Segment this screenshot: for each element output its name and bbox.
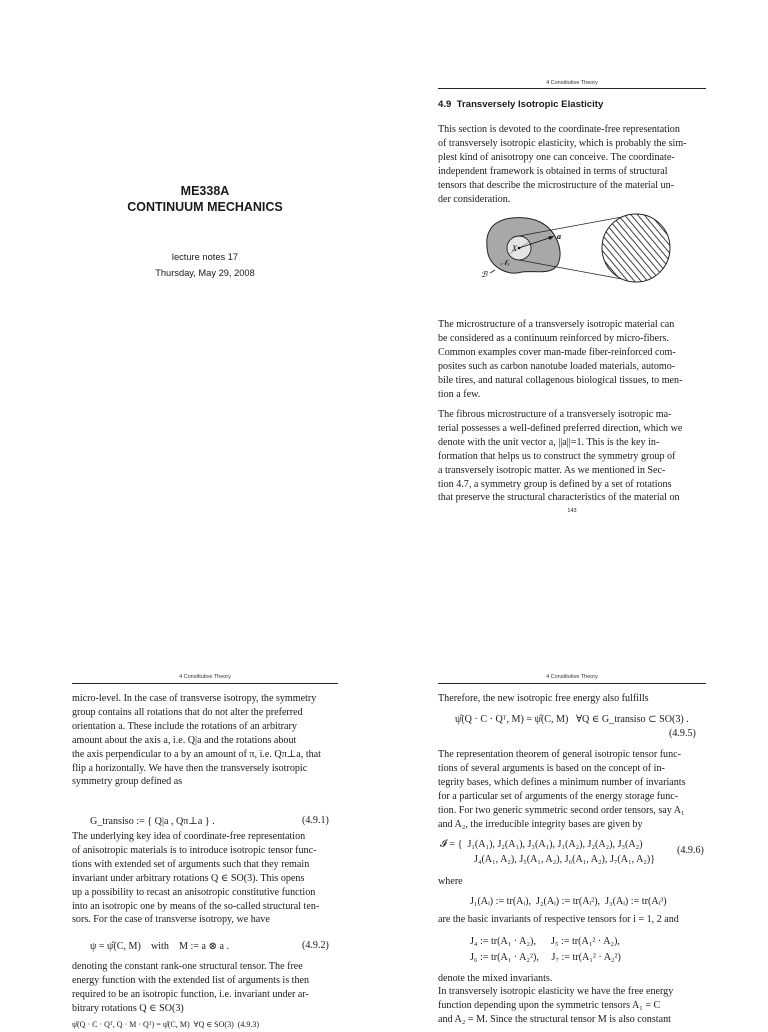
text-line: micro-level. In the case of transverse isotropy, the symmetry — [72, 693, 317, 704]
text-line: flip a horizontally. We have then the transversely isotropic — [72, 762, 308, 774]
text-line: sors. For the case of transverse isotropy, we have — [72, 914, 270, 926]
cover-block — [60, 183, 350, 278]
text-line: tions with extended set of arguments such that they remain — [72, 858, 310, 870]
text-line: that preserve the structural characteristics of the material on — [438, 492, 680, 504]
where-label: where — [438, 876, 463, 887]
lecture-date: Thursday, May 29, 2008 — [155, 268, 255, 278]
text-line: function depending upon the symmetric tensors A₁ = C — [438, 999, 661, 1011]
structural-tensor-paragraph — [72, 830, 338, 927]
header-rule — [438, 683, 706, 684]
figure-label-neighborhood: 𝒩ₓ — [500, 258, 510, 267]
section-heading: 4.9 Transversely Isotropic Elasticity — [438, 99, 604, 110]
microstructure-figure — [478, 212, 698, 284]
text-line: into an isotropic one by means of the so-called structural ten- — [72, 900, 320, 912]
text-line: a transversely isotropic matter. As we mentioned in Sec- — [438, 464, 666, 476]
text-line: of transversely isotropic elasticity, which is probably the sim- — [438, 137, 687, 149]
text-line: and A₂ = M. Since the structural tensor M is also constant — [438, 1013, 671, 1025]
equation-4-9-7: J₁(Aᵢ) := tr(Aᵢ), J₂(Aᵢ) := tr(Aᵢ²), J₃(Aᵢ) := tr(Aᵢ³) — [470, 896, 667, 907]
text-line: tensors that describe the microstructure of the material un- — [438, 179, 674, 191]
equation-4-9-1: G_transiso := { Q|a , Qπ⊥a } . — [90, 816, 215, 827]
text-line: In transversely isotropic elasticity we have the free energy — [438, 986, 674, 997]
text-line: tion 4.7, a symmetry group is defined by a set of rotations — [438, 478, 672, 490]
text-line: invariant under arbitrary rotations Q ∈ SO(3). This opens — [72, 872, 305, 884]
text-line: amount about the axis a, i.e. Q|a and the rotations about — [72, 734, 297, 746]
text-line: required to be an isotropic function, i.e. invariant under ar- — [72, 988, 309, 1000]
section-intro-paragraph — [438, 123, 706, 206]
running-head: 4 Constitutive Theory — [179, 674, 231, 680]
equation-4-9-5: ψ̂(Q · C · Qᵀ, M) = ψ̂(C, M) ∀Q ∈ G_transiso ⊂ SO(3) . — [455, 714, 689, 725]
text-line: Therefore, the new isotropic free energy also fulfills — [438, 693, 649, 704]
text-line: formation that helps us to construct the symmetry group of — [438, 450, 676, 462]
text-line: tion a few. — [438, 388, 481, 400]
lecture-notes-label: lecture notes 17 — [171, 252, 239, 262]
text-line: der consideration. — [438, 193, 511, 205]
equation-number: (4.9.6) — [677, 845, 704, 856]
header-rule — [72, 683, 338, 684]
text-line: denoting the constant rank-one structural tensor. The free — [72, 961, 303, 972]
constant-tensor-paragraph — [72, 960, 338, 1016]
text-line: The representation theorem of general isotropic tensor func- — [438, 749, 681, 760]
figure-label-a: a — [557, 232, 561, 241]
text-line: This section is devoted to the coordinate-free representation — [438, 124, 680, 135]
equation-number: (4.9.1) — [302, 815, 329, 826]
text-line: The microstructure of a transversely isotropic material can — [438, 319, 675, 330]
figure-label-body: ℬ — [481, 270, 488, 279]
page-number: 143 — [567, 508, 577, 514]
running-head: 4 Constitutive Theory — [546, 80, 598, 86]
text-line: plest kind of anisotropy one can conceive. The coordinate- — [438, 151, 675, 163]
text-line: tegrity bases, which defines a minimum number of invariants — [438, 776, 686, 788]
text-line: bile tires, and natural collagenous biological tissues, to men- — [438, 374, 683, 386]
text-line: and A₂, the irreducible integrity bases are given by — [438, 818, 643, 830]
free-energy-paragraph — [438, 985, 706, 1027]
symmetry-group-paragraph — [72, 692, 338, 789]
figure-label-x: X — [512, 244, 517, 253]
text-line: denote the mixed invariants. — [438, 973, 553, 984]
text-line: Common examples cover man-made fiber-reinforced com- — [438, 346, 676, 358]
integrity-bases-paragraph — [438, 748, 706, 831]
equation-4-9-8-line-1: J₄ := tr(A₁ · A₂), J₅ := tr(A₁² · A₂), — [470, 936, 620, 947]
text-line: tions of several arguments is based on the concept of in- — [438, 762, 665, 774]
text-line: are the basic invariants of respective tensors for i = 1, 2 and — [438, 914, 679, 925]
text-line: up a possibility to recast an anisotropic constitutive function — [72, 886, 316, 898]
equation-4-9-3-partial: ψ̂(Q · C · Qᵀ, Q · M · Qᵀ) = ψ̂(C, M) ∀Q ∈ SO(3) (4.9.3) — [72, 1020, 260, 1029]
text-line: be considered as a continuum reinforced by micro-fibers. — [438, 332, 669, 344]
text-line: symmetry group defined as — [72, 776, 183, 788]
text-line: the axis perpendicular to a by an amount of π, i.e. Qπ⊥a, that — [72, 748, 321, 760]
text-line: tion. For two generic symmetric second order tensors, say A₁ — [438, 804, 685, 816]
running-head: 4 Constitutive Theory — [546, 674, 598, 680]
header-rule — [438, 88, 706, 89]
text-line: The underlying key idea of coordinate-free representation — [72, 831, 306, 842]
equation-number: (4.9.2) — [302, 940, 329, 951]
text-line: orientation a. These include the rotations of an arbitrary — [72, 720, 297, 732]
course-title: CONTINUUM MECHANICS — [127, 200, 283, 214]
fiber-zoom-ellipse — [602, 214, 670, 282]
equation-number: (4.9.5) — [669, 728, 696, 739]
text-line: denote with the unit vector a, ||a||=1. This is the key in- — [438, 436, 660, 448]
equation-4-9-8-line-2: J₆ := tr(A₁ · A₂²), J₇ := tr(A₁² · A₂²) — [470, 952, 621, 963]
equation-4-9-6-line-1: 𝓘 = { J₁(A₁), J₂(A₁), J₃(A₁), J₁(A₂), J₂(A₂), J₃(A₂) — [440, 839, 643, 850]
course-code: ME338A — [180, 184, 230, 198]
text-line: of anisotropic materials is to introduce isotropic tensor func- — [72, 844, 317, 856]
text-line: terial possesses a well-defined preferred direction, which we — [438, 422, 683, 434]
text-line: group contains all rotations that do not alter the preferred — [72, 706, 303, 718]
equation-4-9-6-line-2: J₄(A₁, A₂), J₅(A₁, A₂), J₆(A₁, A₂), J₇(A₁, A₂)} — [474, 854, 656, 865]
fibrous-paragraph — [438, 408, 706, 505]
text-line: energy function with the extended list of arguments is then — [72, 974, 310, 986]
text-line: The fibrous microstructure of a transversely isotropic ma- — [438, 409, 672, 420]
equation-4-9-2: ψ = ψ̂(C, M) with M := a ⊗ a . — [90, 941, 230, 952]
microstructure-paragraph — [438, 318, 706, 401]
text-line: posites such as carbon nanotube loaded materials, automo- — [438, 360, 676, 372]
text-line: for a particular set of arguments of the energy storage func- — [438, 790, 679, 802]
text-line: bitrary rotations Q ∈ SO(3) — [72, 1002, 184, 1014]
text-line: independent framework is obtained in terms of structural — [438, 165, 668, 177]
